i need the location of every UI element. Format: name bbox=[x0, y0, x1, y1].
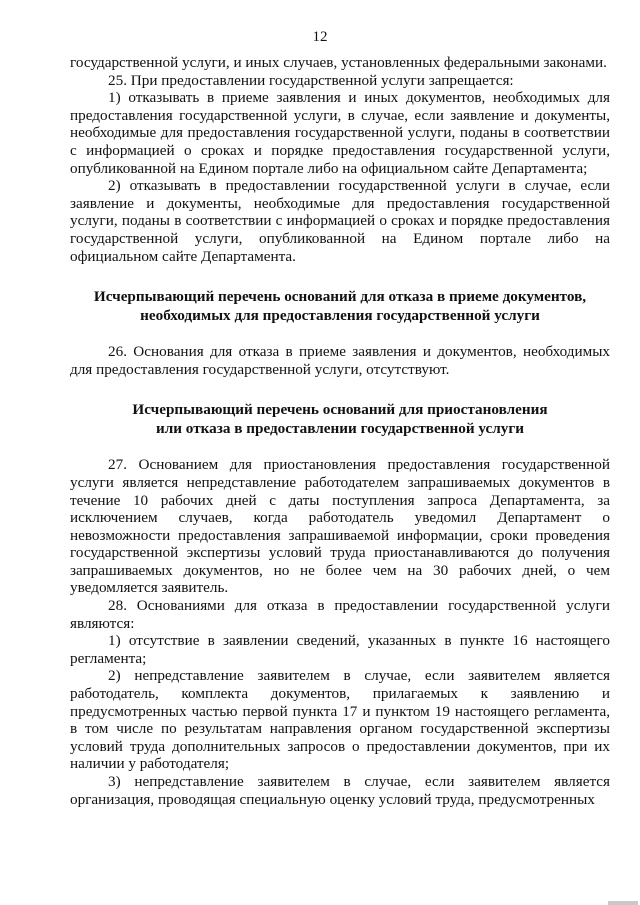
paragraph-28-item-2: 2) непредставление заявителем в случае, если заявителем является работодатель, комплекта документов, прилагаемых к заявлению и предусмотренных частью первой пункта 17 и пунктом 19 настоящего регламента, в том числе по результатам направления органом государственной экспертизы условий труда дополнительных запросов о предоставлении документов, при их наличии у работодателя; bbox=[70, 667, 610, 773]
paragraph-28-item-3: 3) непредставление заявителем в случае, если заявителем является организация, проводящая специальную оценку условий труда, предусмотренных bbox=[70, 773, 610, 808]
section-title-refusal-reception-line-1: Исчерпывающий перечень оснований для отказа в приеме документов, bbox=[93, 288, 587, 306]
section-title-suspension-line-2: или отказа в предоставлении государственной услуги bbox=[155, 420, 524, 438]
paragraph-25: 25. При предоставлении государственной услуги запрещается: bbox=[108, 71, 514, 89]
paragraph-25-item-1: 1) отказывать в приеме заявления и иных документов, необходимых для предоставления государственной услуги, в случае, если заявление и документы, необходимые для предоставления государственной услуги, поданы в соответствии с информацией о сроках и порядке предоставления государственной услуги, опубликованной на Едином портале либо на официальном сайте Департамента; bbox=[70, 89, 610, 177]
paragraph-continuation: государственной услуги, и иных случаев, установленных федеральными законами. bbox=[70, 54, 607, 71]
paragraph-25-item-2: 2) отказывать в предоставлении государственной услуги в случае, если заявление и документы, необходимые для предоставления государственной услуги, поданы в соответствии с информацией о сроках и порядке предоставления государственной услуги, опубликованной на Едином портале либо на официальном сайте Департамента. bbox=[70, 177, 610, 265]
paragraph-28-item-1: 1) отсутствие в заявлении сведений, указанных в пункте 16 настоящего регламента; bbox=[70, 632, 610, 667]
document-body bbox=[70, 54, 610, 808]
section-title-suspension-line-1: Исчерпывающий перечень оснований для приостановления bbox=[132, 401, 548, 419]
paragraph-28: 28. Основаниями для отказа в предоставлении государственной услуги являются: bbox=[70, 597, 610, 632]
paragraph-27: 27. Основанием для приостановления предоставления государственной услуги является непредставление работодателем запрашиваемых документов в течение 10 рабочих дней с даты поступления запроса Департамента, за исключением случаев, когда работодатель уведомил Департамент о невозможности предоставления запрашиваемой информации, сроки проведения государственной экспертизы условий труда приостанавливаются до получения запрашиваемых документов, но не более чем на 30 рабочих дней, о чем уведомляется заявитель. bbox=[70, 456, 610, 597]
scan-edge-mark bbox=[608, 901, 638, 905]
page-number: 12 bbox=[312, 29, 328, 45]
paragraph-26: 26. Основания для отказа в приеме заявления и документов, необходимых для предоставления государственной услуги, отсутствуют. bbox=[70, 343, 610, 378]
section-title-refusal-reception-line-2: необходимых для предоставления государственной услуги bbox=[140, 307, 540, 325]
